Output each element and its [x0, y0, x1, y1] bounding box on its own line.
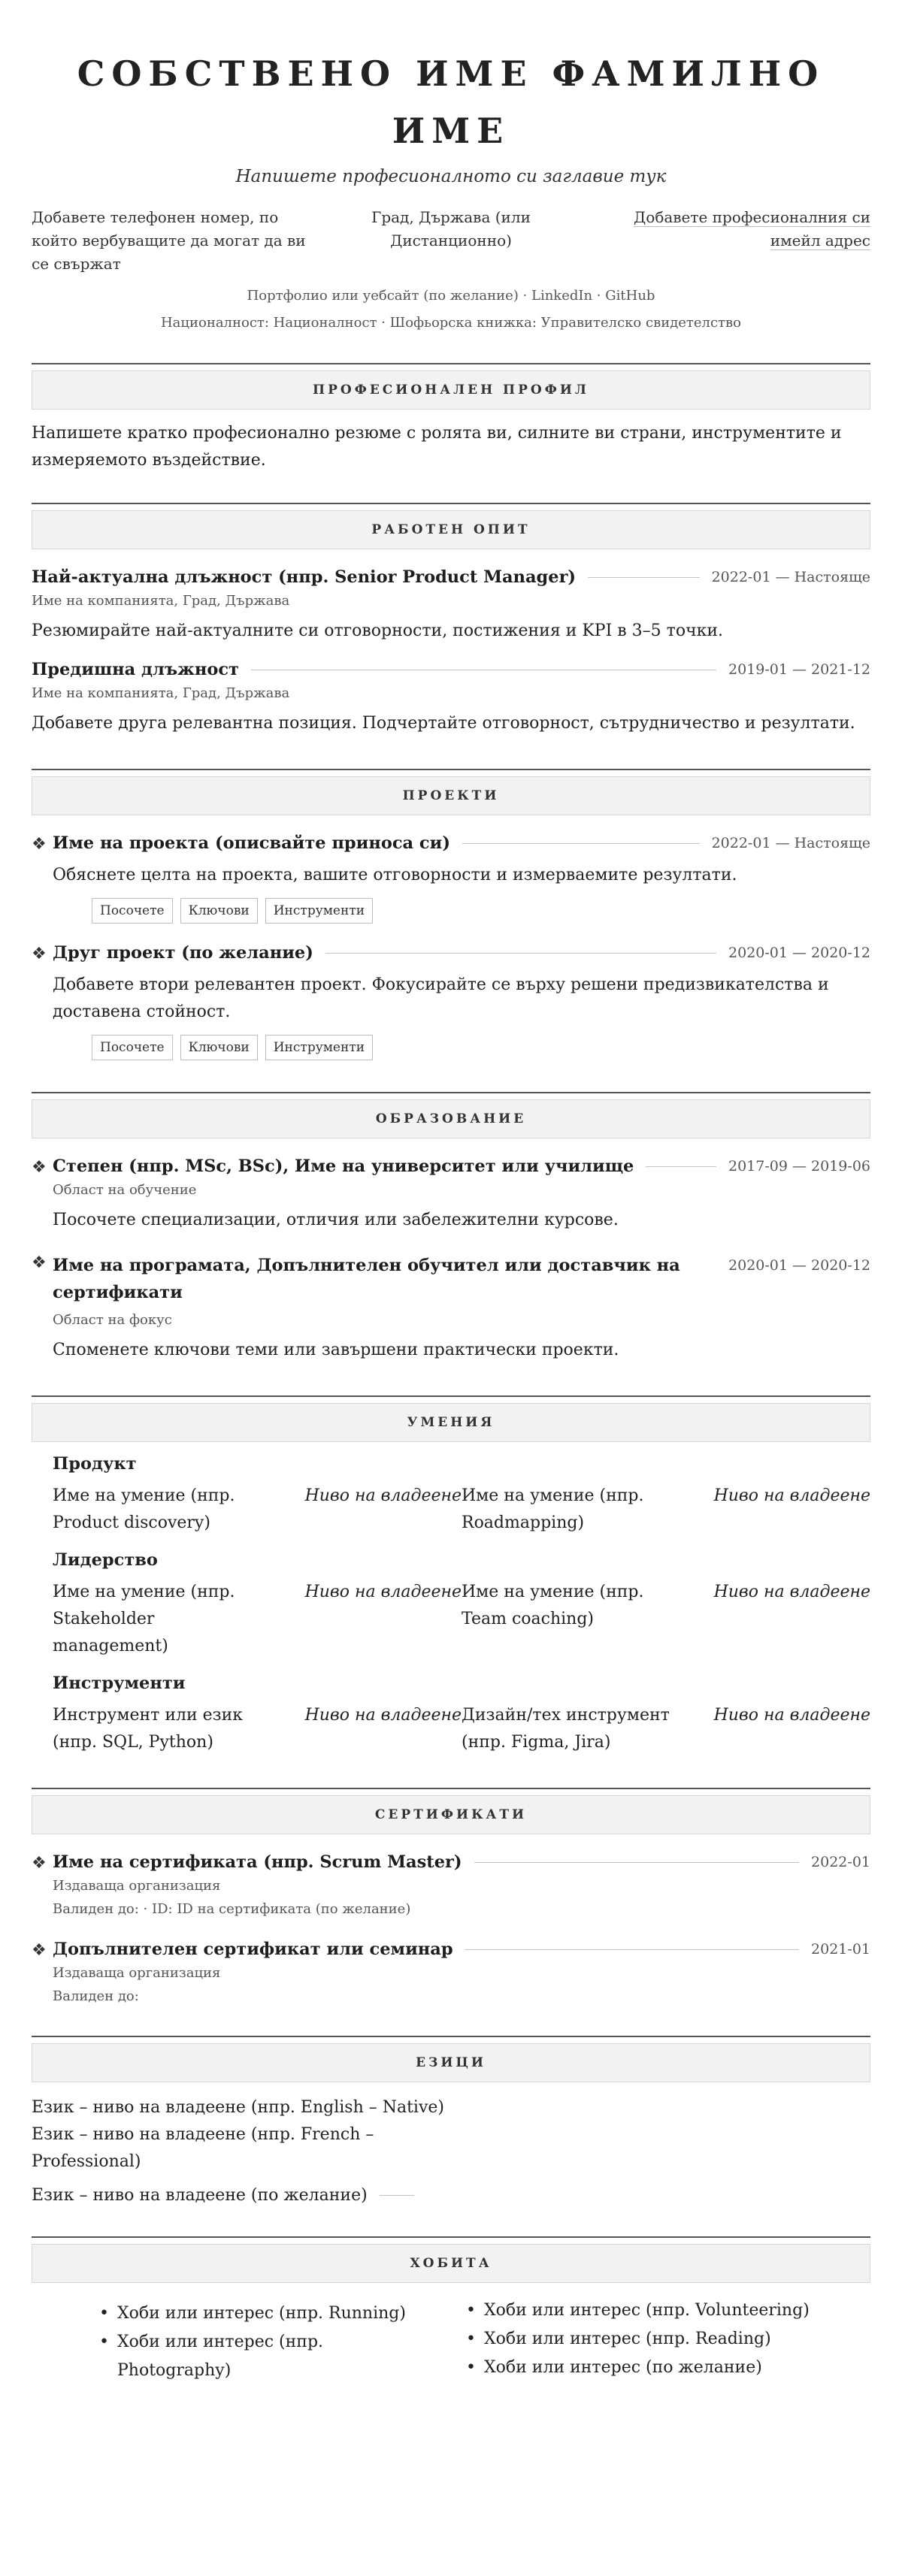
issuing-organization: Издаваща организация	[53, 1878, 221, 1894]
skill-item	[462, 1483, 870, 1537]
divider	[646, 1166, 716, 1167]
section-heading: РАБОТЕН ОПИТ	[32, 510, 870, 549]
skill-name: Дизайн/тех инструмент (нпр. Figma, Jira)	[462, 1706, 670, 1752]
project-entry	[32, 943, 870, 1060]
language-item: Език – ниво на владеене (нпр. French – Professional)	[32, 2125, 374, 2171]
projects-section	[32, 769, 870, 1060]
profile-section	[32, 363, 870, 474]
divider	[588, 577, 700, 578]
tag: Посочете	[92, 898, 173, 924]
skill-level: Ниво на владеене	[304, 1706, 462, 1725]
hobby-item: • Хоби или интерес (нпр. Volunteering)	[466, 2296, 828, 2325]
skill-level: Ниво на владеене	[713, 1706, 870, 1725]
hobbies-section	[32, 2236, 870, 2385]
tag: Инструменти	[265, 1035, 373, 1060]
certificates-section	[32, 1788, 870, 2004]
email-link[interactable]: Добавете професионалния си имейл адрес	[634, 208, 870, 249]
email-field[interactable]	[585, 206, 870, 276]
language-text: Език – ниво на владеене (по желание)	[32, 2186, 368, 2205]
hobby-column-left	[32, 2296, 430, 2385]
diamond-bullet-icon: ❖	[32, 1854, 47, 1873]
diamond-bullet-icon: ❖	[32, 835, 47, 854]
hobby-item: • Хоби или интерес (нпр. Reading)	[466, 2325, 828, 2354]
tag-list	[92, 1035, 870, 1060]
diamond-bullet-icon: ❖	[32, 1941, 47, 1960]
hobby-item: • Хоби или интерес (нпр. Running)	[99, 2299, 430, 2328]
diamond-bullet-icon: ❖	[32, 1253, 47, 1272]
job-title: Най-актуална длъжност (нпр. Senior Product Manager)	[32, 567, 577, 587]
education-description: Споменете ключови теми или завършени практически проекти.	[53, 1341, 619, 1359]
experience-entry	[32, 660, 870, 737]
education-entry	[32, 1156, 870, 1234]
language-item	[32, 2186, 472, 2205]
education-entry	[32, 1252, 870, 1364]
tag: Ключови	[180, 898, 258, 924]
company: Име на компанията, Град, Държава	[32, 593, 290, 609]
hobby-column-right	[430, 2296, 828, 2385]
date-range: 2020-01 — 2020-12	[728, 945, 870, 961]
certificate-title: Име на сертификата (нпр. Scrum Master)	[53, 1852, 462, 1872]
section-heading: УМЕНИЯ	[32, 1403, 870, 1442]
hobby-item: • Хоби или интерес (по желание)	[466, 2354, 828, 2382]
skill-name: Име на умение (нпр. Stakeholder management)	[53, 1583, 235, 1655]
program-title: Име на програмата, Допълнителен обучител или доставчик на сертификати	[53, 1256, 680, 1302]
skill-level: Ниво на владеене	[304, 1583, 462, 1601]
tag-list	[92, 898, 870, 924]
field-of-study: Област на обучение	[53, 1182, 197, 1198]
project-title: Име на проекта (описвайте приноса си)	[53, 833, 450, 853]
skill-item	[53, 1702, 462, 1756]
project-entry	[32, 833, 870, 924]
skill-item	[53, 1579, 462, 1660]
project-title: Друг проект (по желание)	[53, 943, 313, 963]
hobby-list	[32, 2296, 870, 2385]
date-range: 2017-09 — 2019-06	[728, 1158, 870, 1175]
certificate-title: Допълнителен сертификат или семинар	[53, 1940, 453, 1959]
divider	[474, 1862, 800, 1863]
section-heading: ПРОЕКТИ	[32, 776, 870, 815]
project-description: Обяснете целта на проекта, вашите отговорности и измерваемите резултати.	[53, 866, 737, 884]
experience-section	[32, 503, 870, 737]
certificate-date: 2021-01	[811, 1941, 870, 1958]
skill-item	[462, 1579, 870, 1660]
divider	[380, 2195, 414, 2196]
education-description: Посочете специализации, отличия или забележителни курсове.	[53, 1211, 619, 1229]
job-title: Предишна длъжност	[32, 660, 239, 679]
tag: Инструменти	[265, 898, 373, 924]
section-heading: ОБРАЗОВАНИЕ	[32, 1099, 870, 1138]
certificate-validity: Валиден до:	[53, 1988, 139, 2004]
links-line[interactable]: Портфолио или уебсайт (по желание) · LinkedIn · GitHub	[247, 288, 655, 304]
job-description: Добавете друга релевантна позиция. Подчертайте отговорност, сътрудничество и резултати.	[32, 714, 855, 733]
skills-list	[32, 1454, 870, 1756]
field-of-study: Област на фокус	[53, 1312, 172, 1328]
skill-category: Продукт	[53, 1454, 137, 1474]
divider	[325, 953, 716, 954]
date-range: 2022-01 — Настояще	[711, 835, 870, 851]
skill-level: Ниво на владеене	[713, 1486, 870, 1505]
language-item: Език – ниво на владеене (нпр. English – Native)	[32, 2098, 445, 2117]
section-heading: ПРОФЕСИОНАЛЕН ПРОФИЛ	[32, 370, 870, 410]
skill-category: Инструменти	[53, 1673, 186, 1693]
skill-name: Име на умение (нпр. Roadmapping)	[462, 1486, 644, 1532]
skill-item	[462, 1702, 870, 1756]
hobby-item: • Хоби или интерес (нпр. Photography)	[99, 2328, 430, 2385]
skill-name: Име на умение (нпр. Product discovery)	[53, 1486, 235, 1532]
phone-field: Добавете телефонен номер, по който вербуващите да могат да ви се свържат	[32, 208, 306, 273]
diamond-bullet-icon: ❖	[32, 945, 47, 963]
education-section	[32, 1092, 870, 1364]
skill-category: Лидерство	[53, 1550, 158, 1570]
job-description: Резюмирайте най-актуалните си отговорности, постижения и KPI в 3–5 точки.	[32, 621, 724, 640]
project-description: Добавете втори релевантен проект. Фокусирайте се върху решени предизвикателства и доставена стойност.	[53, 975, 829, 1021]
section-heading: ХОБИТА	[32, 2244, 870, 2283]
section-heading: СЕРТИФИКАТИ	[32, 1795, 870, 1834]
language-list	[32, 2094, 870, 2205]
date-range: 2019-01 — 2021-12	[728, 661, 870, 678]
degree-title: Степен (нпр. MSc, BSc), Име на университет или училище	[53, 1156, 634, 1176]
certificate-entry	[32, 1940, 870, 2004]
tag: Ключови	[180, 1035, 258, 1060]
skill-name: Име на умение (нпр. Team coaching)	[462, 1583, 644, 1628]
location-field: Град, Държава (или Дистанционно)	[371, 208, 531, 249]
divider	[462, 843, 700, 844]
section-heading: ЕЗИЦИ	[32, 2043, 870, 2082]
certificate-validity: Валиден до: · ID: ID на сертификата (по желание)	[53, 1901, 411, 1917]
company: Име на компанията, Град, Държава	[32, 685, 290, 701]
contact-row	[32, 206, 870, 276]
certificate-entry	[32, 1852, 870, 1917]
professional-title: Напишете професионалното си заглавие тук	[235, 167, 667, 186]
tag: Посочете	[92, 1035, 173, 1060]
skill-level: Ниво на владеене	[713, 1583, 870, 1601]
candidate-name: СОБСТВЕНО ИМЕ ФАМИЛНО ИМЕ	[77, 53, 825, 151]
divider	[465, 1949, 799, 1950]
extra-info-line: Националност: Националност · Шофьорска книжка: Управителско свидетелство	[160, 315, 741, 331]
languages-section	[32, 2036, 870, 2205]
skill-level: Ниво на владеене	[304, 1486, 462, 1505]
date-range: 2022-01 — Настояще	[711, 569, 870, 585]
diamond-bullet-icon: ❖	[32, 1158, 47, 1177]
date-range: 2020-01 — 2020-12	[728, 1257, 870, 1274]
profile-text: Напишете кратко професионално резюме с ролята ви, силните ви страни, инструментите и измеряемото въздействие.	[32, 424, 842, 470]
skill-item	[53, 1483, 462, 1537]
skills-section	[32, 1395, 870, 1756]
skill-name: Инструмент или език (нпр. SQL, Python)	[53, 1706, 244, 1752]
experience-entry	[32, 567, 870, 645]
certificate-date: 2022-01	[811, 1854, 870, 1870]
issuing-organization: Издаваща организация	[53, 1965, 221, 1981]
